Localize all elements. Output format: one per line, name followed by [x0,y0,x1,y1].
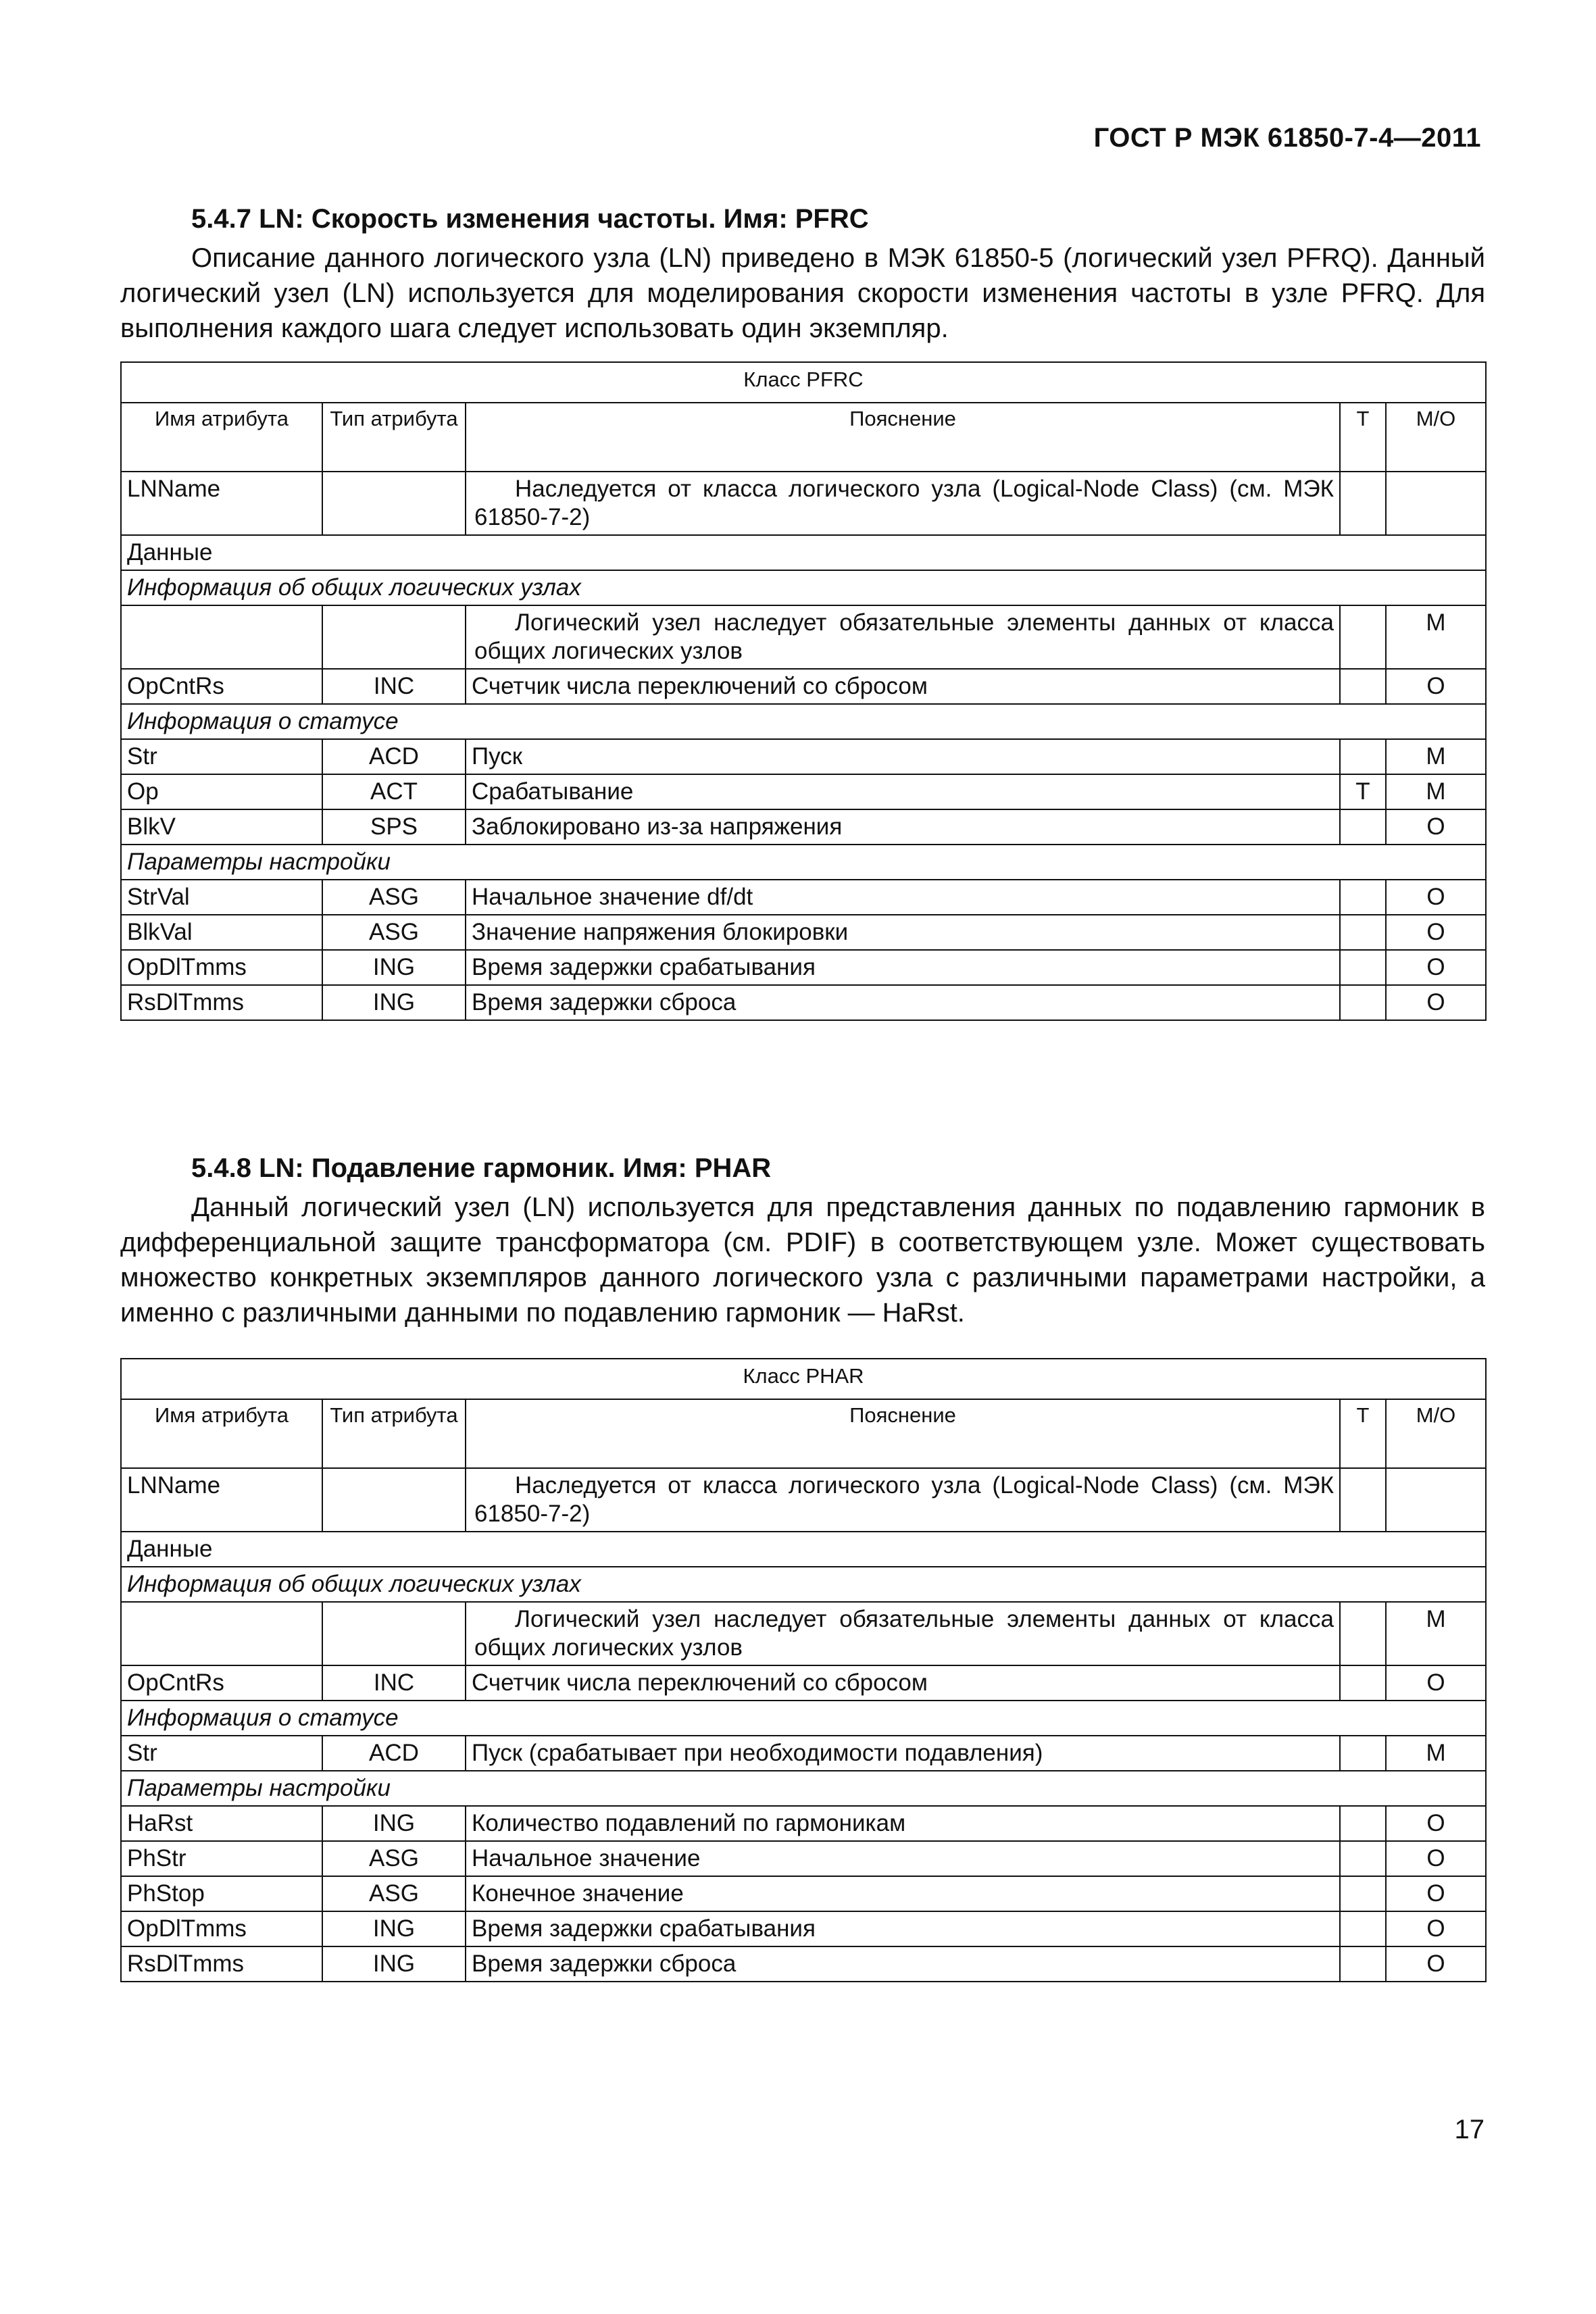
attribute-type [322,472,466,535]
attribute-type [322,1468,466,1532]
table-row [121,1876,1486,1911]
table-row [121,915,1486,950]
flag-t [1340,985,1386,1020]
table-row [121,669,1486,704]
section-paragraph: Описание данного логического узла (LN) приведено в МЭК 61850-5 (логический узел PFRQ). Данный логический узел (LN) используется для моделирования скорости изменения частоты в узле PFRQ. Для выполнения каждого шага следует использовать один экземпляр. [120,243,1485,343]
attribute-type: ACT [322,774,466,809]
table-header-row [121,1399,1486,1468]
flag-mo [1386,472,1486,535]
attribute-name: RsDlTmms [121,1946,322,1982]
page-number: 17 [1454,2115,1485,2144]
flag-mo: O [1386,1841,1486,1876]
explanation: Логический узел наследует обязательные элементы данных от класса общих логических узлов [466,605,1340,669]
attribute-type: INC [322,669,466,704]
table-caption-row [121,1359,1486,1399]
flag-t [1340,739,1386,774]
flag-mo: O [1386,1911,1486,1946]
table-row [121,472,1486,535]
class-table-pfrc [120,361,1487,1021]
attribute-name: Op [121,774,322,809]
explanation: Значение напряжения блокировки [466,915,1340,950]
explanation: Срабатывание [466,774,1340,809]
group-label: Параметры настройки [121,845,1486,880]
flag-t [1340,1736,1386,1771]
attribute-name: PhStr [121,1841,322,1876]
explanation: Время задержки срабатывания [466,950,1340,985]
header-explanation: Пояснение [466,403,1340,472]
flag-mo: O [1386,1665,1486,1701]
group-label: Данные [121,535,1486,570]
flag-t [1340,1841,1386,1876]
attribute-name: Str [121,739,322,774]
flag-mo: O [1386,1876,1486,1911]
explanation: Счетчик числа переключений со сбросом [466,669,1340,704]
flag-mo: O [1386,809,1486,845]
table-row [121,950,1486,985]
explanation: Заблокировано из-за напряжения [466,809,1340,845]
flag-t [1340,1602,1386,1665]
attribute-name: LNName [121,1468,322,1532]
table-row [121,1468,1486,1532]
explanation: Количество подавлений по гармоникам [466,1806,1340,1841]
class-table-phar [120,1358,1487,1982]
attribute-type: ACD [322,739,466,774]
header-t: T [1340,1399,1386,1468]
flag-mo: O [1386,950,1486,985]
flag-mo: M [1386,1602,1486,1665]
table-caption: Класс PFRC [121,362,1486,403]
flag-mo: M [1386,605,1486,669]
flag-mo: O [1386,985,1486,1020]
flag-t [1340,1468,1386,1532]
table-row [121,1841,1486,1876]
table-group-row [121,535,1486,570]
explanation: Наследуется от класса логического узла (Logical-Node Class) (см. МЭК 61850-7-2) [466,1468,1340,1532]
header-mo: М/О [1386,1399,1486,1468]
flag-t [1340,1946,1386,1982]
table-row [121,1911,1486,1946]
section-phar [120,1152,1485,1330]
flag-mo: M [1386,739,1486,774]
attribute-type: ASG [322,880,466,915]
table-header-row [121,403,1486,472]
attribute-type: INC [322,1665,466,1701]
table-group-row [121,845,1486,880]
flag-t [1340,1876,1386,1911]
section-title: 5.4.8 LN: Подавление гармоник. Имя: PHAR [191,1153,772,1183]
header-mo: М/О [1386,403,1486,472]
table-caption-row [121,362,1486,403]
attribute-name: OpDlTmms [121,950,322,985]
flag-mo: O [1386,880,1486,915]
attribute-name [121,1602,322,1665]
table-row [121,739,1486,774]
group-label: Информация об общих логических узлах [121,570,1486,605]
section-paragraph: Данный логический узел (LN) используется для представления данных по подавлению гармоник в дифференциальной защите трансформатора (см. PDIF) в соответствующем узле. Может существовать множество конкретных экземпляров данного логического узла с различными параметрами настройки, а именно с различными данными по подавлению гармоник — HaRst. [120,1192,1485,1328]
table-row [121,605,1486,669]
flag-t [1340,915,1386,950]
attribute-type: ING [322,1806,466,1841]
table-row [121,1665,1486,1701]
attribute-type: ING [322,1946,466,1982]
flag-mo: O [1386,915,1486,950]
explanation: Начальное значение df/dt [466,880,1340,915]
flag-mo: O [1386,669,1486,704]
attribute-type: SPS [322,809,466,845]
attribute-type: ING [322,1911,466,1946]
flag-mo: M [1386,1736,1486,1771]
attribute-name: LNName [121,472,322,535]
attribute-type: ASG [322,1876,466,1911]
flag-t [1340,669,1386,704]
attribute-name: BlkVal [121,915,322,950]
attribute-type: ING [322,985,466,1020]
flag-t [1340,472,1386,535]
table-group-row [121,1532,1486,1567]
explanation: Конечное значение [466,1876,1340,1911]
header-attribute-name: Имя атрибута [121,403,322,472]
flag-t [1340,1806,1386,1841]
table-caption: Класс PHAR [121,1359,1486,1399]
explanation: Пуск (срабатывает при необходимости подавления) [466,1736,1340,1771]
flag-mo: O [1386,1946,1486,1982]
group-label: Информация о статусе [121,704,1486,739]
table-row [121,1736,1486,1771]
attribute-name: Str [121,1736,322,1771]
attribute-type: ACD [322,1736,466,1771]
flag-mo: O [1386,1806,1486,1841]
section-title: 5.4.7 LN: Скорость изменения частоты. Имя: PFRC [191,204,869,234]
group-label: Данные [121,1532,1486,1567]
flag-mo [1386,1468,1486,1532]
explanation: Наследуется от класса логического узла (Logical-Node Class) (см. МЭК 61850-7-2) [466,472,1340,535]
attribute-type: ASG [322,1841,466,1876]
table-row [121,880,1486,915]
attribute-type [322,605,466,669]
header-t: T [1340,403,1386,472]
attribute-type [322,1602,466,1665]
flag-t [1340,950,1386,985]
flag-t [1340,1911,1386,1946]
attribute-name: PhStop [121,1876,322,1911]
table-group-row [121,570,1486,605]
table-row [121,774,1486,809]
header-attribute-type: Тип атрибута [322,403,466,472]
table-row [121,809,1486,845]
attribute-name: OpDlTmms [121,1911,322,1946]
table-row [121,1602,1486,1665]
attribute-name: OpCntRs [121,669,322,704]
table-group-row [121,704,1486,739]
group-label: Информация о статусе [121,1701,1486,1736]
attribute-name: HaRst [121,1806,322,1841]
attribute-type: ASG [322,915,466,950]
flag-t: T [1340,774,1386,809]
header-explanation: Пояснение [466,1399,1340,1468]
attribute-name [121,605,322,669]
attribute-name: OpCntRs [121,1665,322,1701]
flag-t [1340,809,1386,845]
explanation: Время задержки сброса [466,1946,1340,1982]
flag-t [1340,880,1386,915]
table-row [121,1946,1486,1982]
table-group-row [121,1771,1486,1806]
table-row [121,1806,1486,1841]
explanation: Логический узел наследует обязательные элементы данных от класса общих логических узлов [466,1602,1340,1665]
explanation: Счетчик числа переключений со сбросом [466,1665,1340,1701]
header-attribute-type: Тип атрибута [322,1399,466,1468]
standard-header: ГОСТ Р МЭК 61850-7-4—2011 [1093,123,1481,153]
table-group-row [121,1701,1486,1736]
section-pfrc [120,203,1485,346]
attribute-name: StrVal [121,880,322,915]
flag-t [1340,1665,1386,1701]
header-attribute-name: Имя атрибута [121,1399,322,1468]
table-row [121,985,1486,1020]
explanation: Пуск [466,739,1340,774]
explanation: Время задержки сброса [466,985,1340,1020]
table-group-row [121,1567,1486,1602]
flag-t [1340,605,1386,669]
explanation: Начальное значение [466,1841,1340,1876]
explanation: Время задержки срабатывания [466,1911,1340,1946]
flag-mo: M [1386,774,1486,809]
group-label: Информация об общих логических узлах [121,1567,1486,1602]
attribute-name: RsDlTmms [121,985,322,1020]
attribute-type: ING [322,950,466,985]
attribute-name: BlkV [121,809,322,845]
group-label: Параметры настройки [121,1771,1486,1806]
